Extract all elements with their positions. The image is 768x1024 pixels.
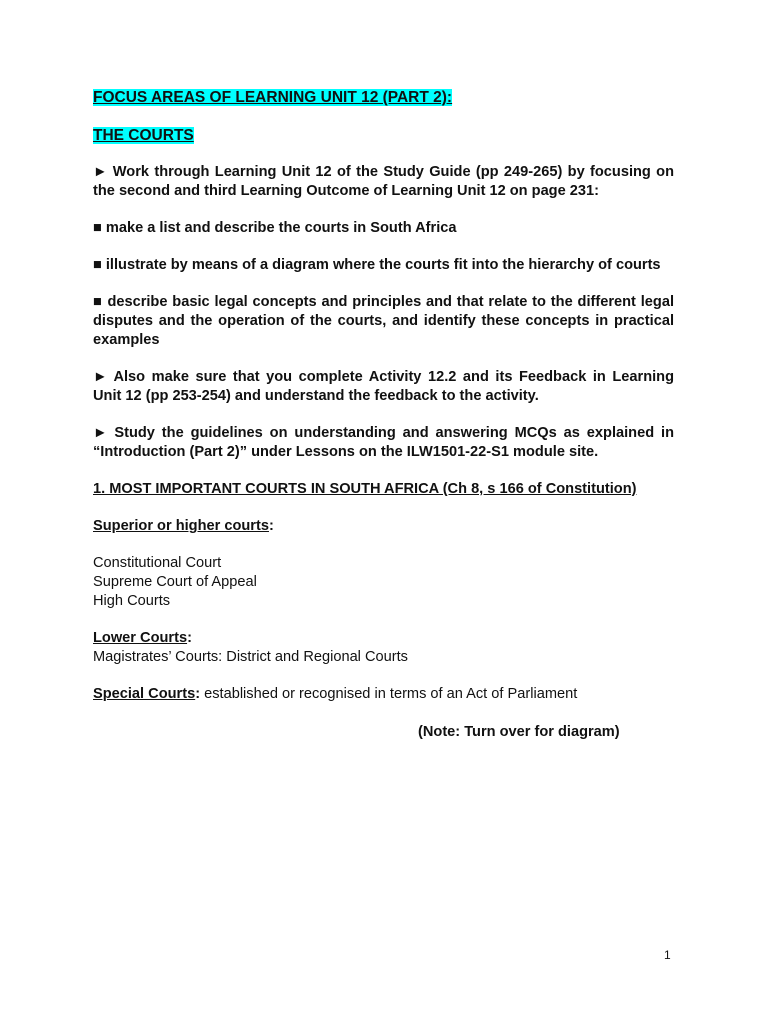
outcome-item: ■ make a list and describe the courts in South Africa	[93, 220, 457, 236]
instruction-activity: ► Also make sure that you complete Activity 12.2 and its Feedback in Learning Unit 12 (pp 253-254) and understand the feedback to the activity.	[93, 369, 674, 404]
instruction-intro: ► Work through Learning Unit 12 of the Study Guide (pp 249-265) by focusing on the second and third Learning Outcome of Learning Unit 12 on page 231:	[93, 164, 674, 199]
superior-courts-label: Superior or higher courts	[93, 518, 269, 534]
superior-courts-list	[93, 554, 674, 611]
list-item: Supreme Court of Appeal	[93, 574, 257, 590]
page-title	[93, 88, 674, 107]
outcome-item: ■ illustrate by means of a diagram where the courts fit into the hierarchy of courts	[93, 257, 661, 273]
special-courts-colon: :	[195, 686, 201, 702]
diagram-note: (Note: Turn over for diagram)	[418, 724, 620, 740]
page-content	[93, 88, 674, 757]
list-item: High Courts	[93, 593, 171, 609]
instruction-mcq: ► Study the guidelines on understanding and answering MCQs as explained in “Introduction (Part 2)” under Lessons on the ILW1501-22-S1 module site.	[93, 425, 674, 460]
lower-courts-heading	[93, 629, 674, 648]
section-heading: 1. MOST IMPORTANT COURTS IN SOUTH AFRICA (Ch 8, s 166 of Constitution)	[93, 481, 637, 497]
lower-courts-label: Lower Courts	[93, 630, 188, 646]
list-item: Constitutional Court	[93, 555, 222, 571]
special-courts-text: established or recognised in terms of an Act of Parliament	[200, 686, 578, 702]
superior-courts-heading	[93, 517, 674, 536]
page-subtitle-text: THE COURTS	[93, 127, 194, 144]
page-title-text: FOCUS AREAS OF LEARNING UNIT 12 (PART 2):	[93, 89, 453, 106]
superior-courts-colon: :	[268, 518, 274, 534]
list-item: Magistrates’ Courts: District and Regional Courts	[93, 649, 408, 665]
special-courts-label: Special Courts	[93, 686, 196, 702]
page-number: 1	[664, 948, 671, 962]
page-subtitle	[93, 126, 674, 145]
outcome-item: ■ describe basic legal concepts and principles and that relate to the different legal disputes and the operation of the courts, and identify these concepts in practical examples	[93, 294, 674, 348]
lower-courts-colon: :	[187, 630, 192, 646]
special-courts-line	[93, 685, 674, 704]
